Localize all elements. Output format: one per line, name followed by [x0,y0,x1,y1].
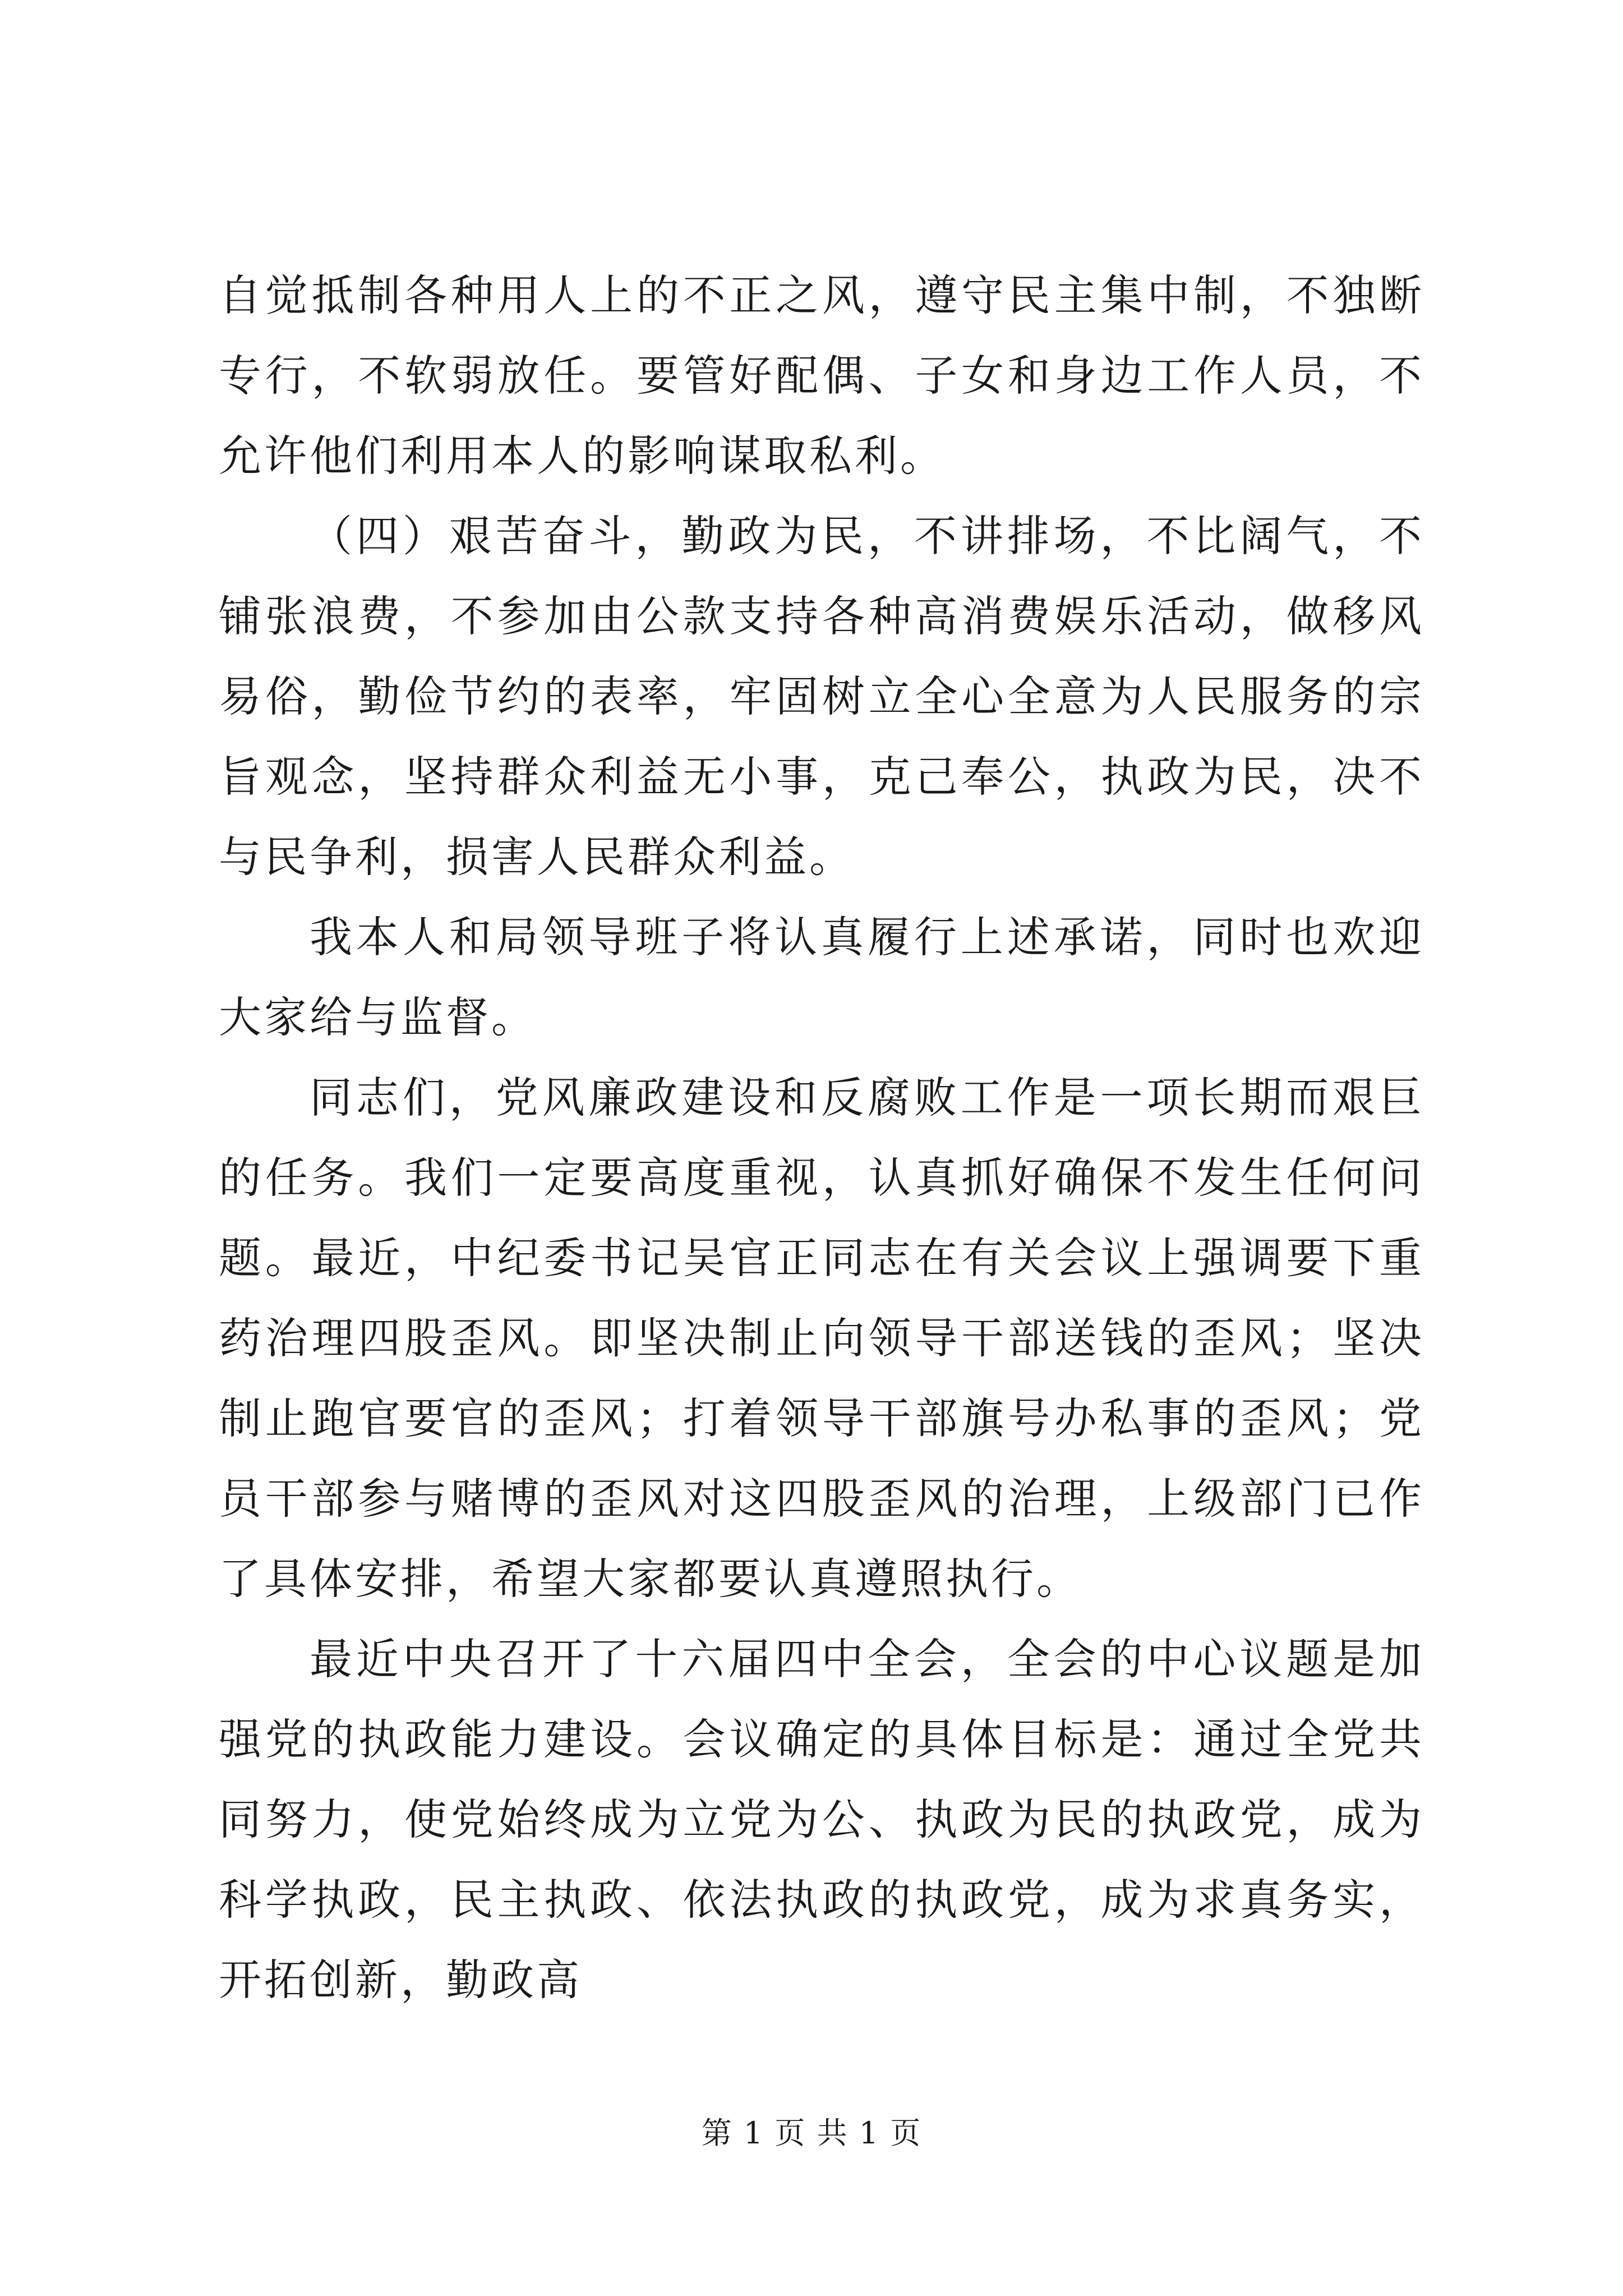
paragraph-1: 自觉抵制各种用人上的不正之风，遵守民主集中制，不独断专行，不软弱放任。要管好配偶、子女和身边工作人员，不允许他们利用本人的影响谋取私利。 [219,270,1424,481]
document-body [219,255,1424,2020]
paragraph-4: 同志们，党风廉政建设和反腐败工作是一项长期而艰巨的任务。我们一定要高度重视，认真抓好确保不发生任何问题。最近，中纪委书记吴官正同志在有关会议上强调要下重药治理四股歪风。即坚决制止向领导干部送钱的歪风；坚决制止跑官要官的歪风；打着领导干部旗号办私事的歪风；党员干部参与赌博的歪风对这四股歪风的治理，上级部门已作了具体安排，希望大家都要认真遵照执行。 [219,1073,1424,1604]
paragraph-5: 最近中央召开了十六届四中全会，全会的中心议题是加强党的执政能力建设。会议确定的具体目标是：通过全党共同努力，使党始终成为立党为公、执政为民的执政党，成为科学执政，民主执政、依法执政的执政党，成为求真务实，开拓创新，勤政高 [219,1634,1424,2005]
page-number-footer: 第 1 页 共 1 页 [701,2115,922,2151]
paragraph-2: （四）艰苦奋斗，勤政为民，不讲排场，不比阔气，不铺张浪费，不参加由公款支持各种高消费娱乐活动，做移风易俗，勤俭节约的表率，牢固树立全心全意为人民服务的宗旨观念，坚持群众利益无小事，克己奉公，执政为民，决不与民争利，损害人民群众利益。 [219,511,1424,882]
paragraph-3: 我本人和局领导班子将认真履行上述承诺，同时也欢迎大家给与监督。 [219,912,1424,1042]
